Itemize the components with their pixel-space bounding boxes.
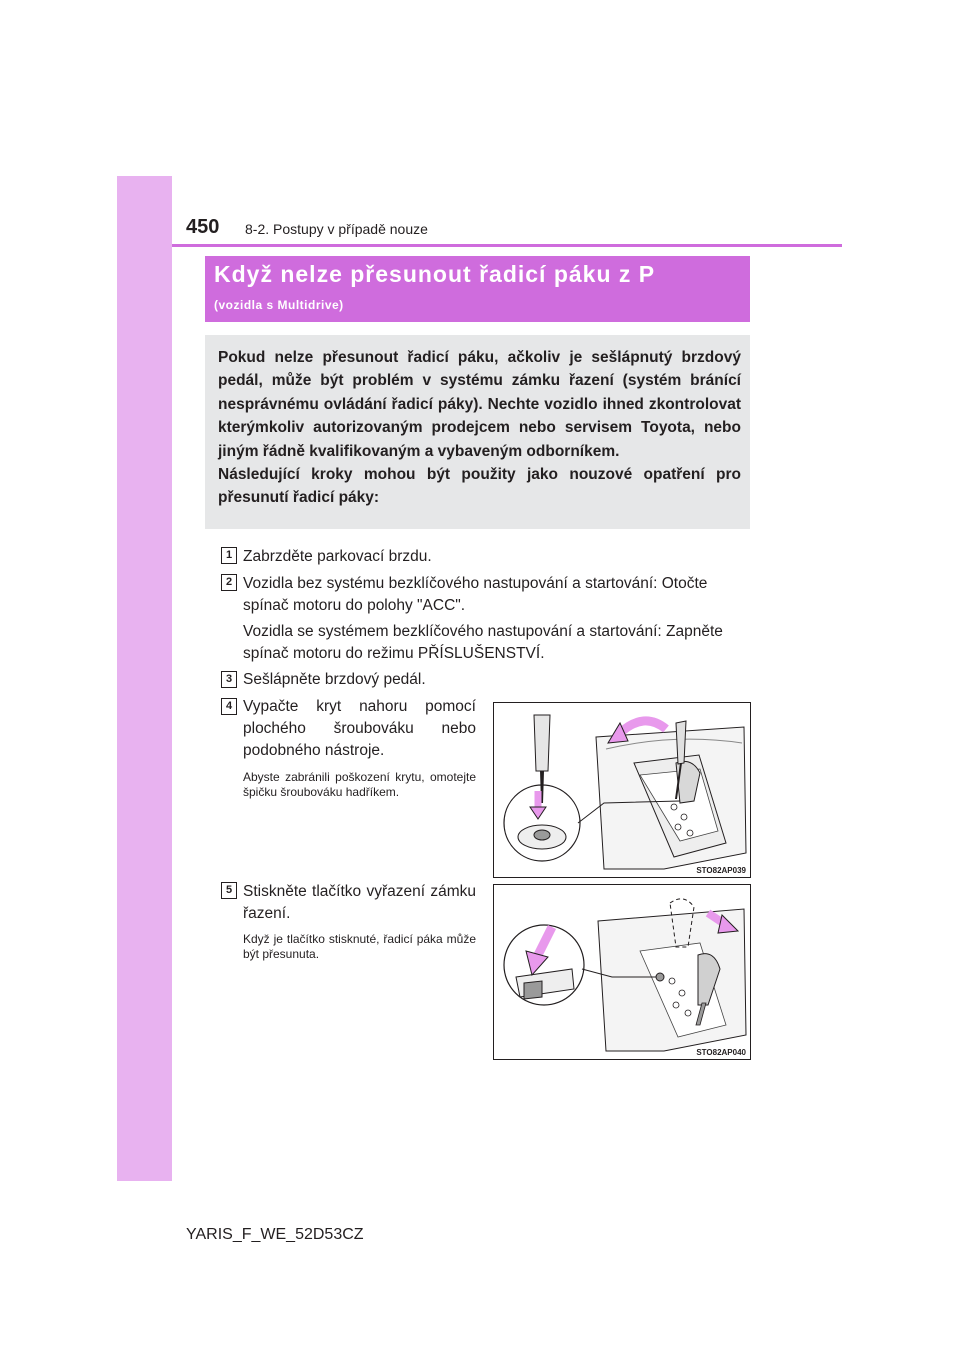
step-number: 3 [221,671,237,688]
intro-paragraph: Následující kroky mohou být použity jako nouzové opatření pro přesunutí řadicí páky: [218,466,741,507]
figure-code: STO82AP040 [696,1048,746,1057]
step-text: Vypačte kryt nahoru pomocí plochého šroubováku nebo podobného nástroje. [243,698,476,759]
step-number: 1 [221,547,237,564]
step-text: Sešlápněte brzdový pedál. [243,671,426,688]
header-divider [172,244,842,247]
section-title: 8-2. Postupy v případě nouze [245,221,428,237]
figure-press-release-button [493,884,751,1060]
illustration-shift-lock-button [494,885,750,1059]
step-text: Vozidla se systémem bezklíčového nastupování a startování: Zapněte spínač motoru do režimu PŘÍSLUŠENSTVÍ. [243,623,723,662]
step-number: 5 [221,882,237,899]
chapter-tab-bar [117,176,172,1181]
intro-text [218,346,741,510]
figure-remove-cover [493,702,751,878]
step-note: Abyste zabránili poškození krytu, omotejte špičku šroubováku hadříkem. [243,770,476,799]
step-text: Stiskněte tlačítko vyřazení zámku řazení. [243,883,476,922]
step-text: Vozidla bez systému bezklíčového nastupování a startování: Otočte spínač motoru do polohy "ACC". [243,575,708,614]
topic-title-box [205,256,750,322]
intro-box [205,335,750,529]
step-note: Když je tlačítko stisknuté, řadicí páka může být přesunuta. [243,932,476,961]
topic-subtitle: (vozidla s Multidrive) [214,298,344,312]
page-number: 450 [186,216,220,238]
step-number: 2 [221,574,237,591]
document-code: YARIS_F_WE_52D53CZ [186,1226,364,1243]
step-text: Zabrzděte parkovací brzdu. [243,548,432,565]
topic-title: Když nelze přesunout řadicí páku z P [214,261,656,287]
step-number: 4 [221,698,237,715]
illustration-screwdriver-cover [494,703,750,877]
intro-paragraph: Pokud nelze přesunout řadicí páku, ačkoliv je sešlápnutý brzdový pedál, může být problém v systému zámku řazení (systém bránící nesprávnému ovládání řadicí páky). Nechte vozidlo ihned zkontrolovat kterýmkoliv autorizovaným prodejcem nebo servisem Toyota, nebo jiným řádně kvalifikovaným a vybaveným odborníkem. [218,349,741,460]
figure-code: STO82AP039 [696,866,746,875]
